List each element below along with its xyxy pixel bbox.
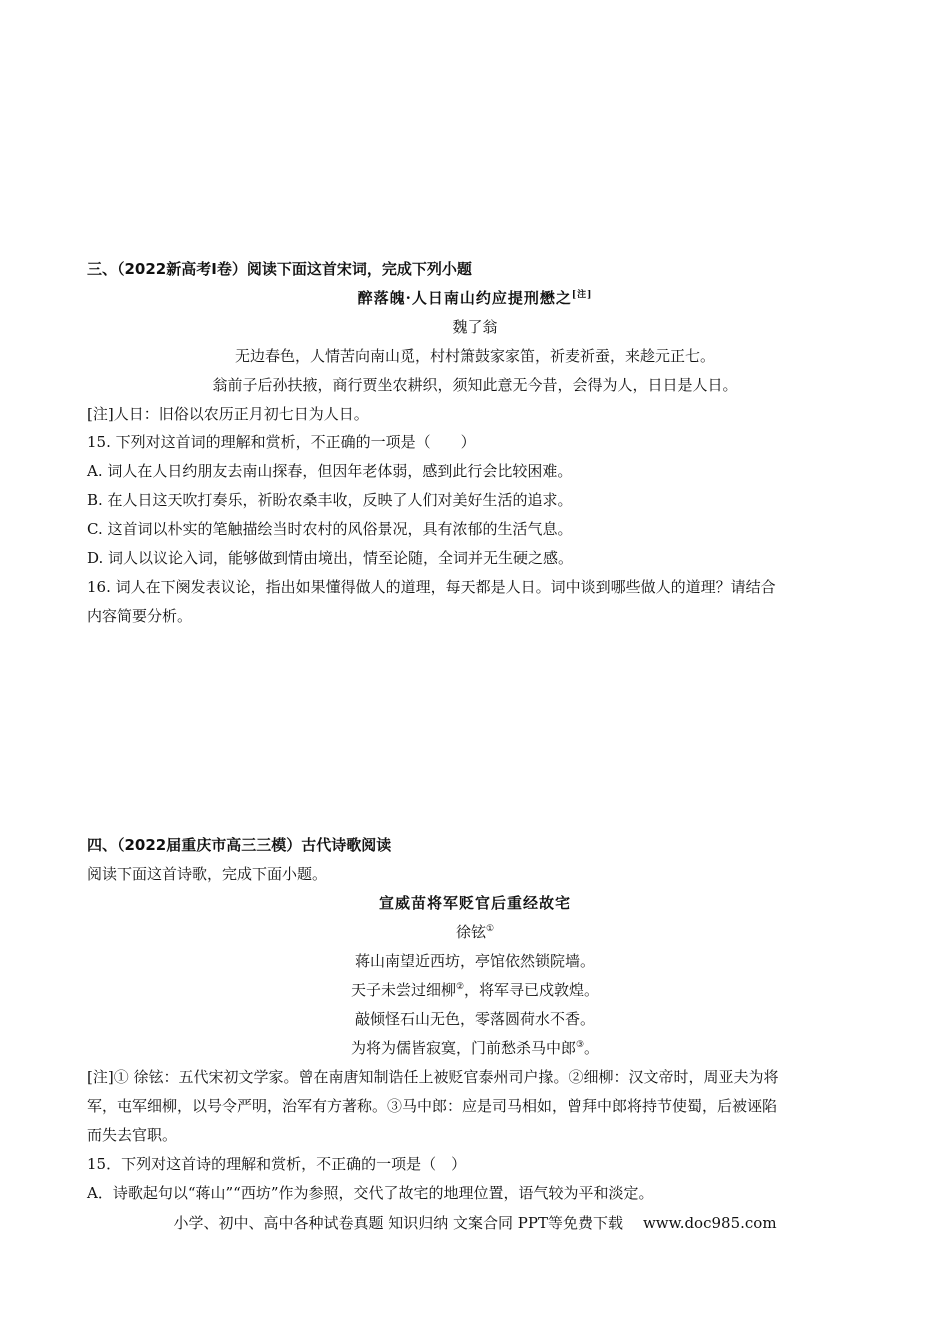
poem-title-note: [注] xyxy=(571,290,593,300)
poem-line: 敲倾怪石山无色，零落圆荷水不香。 xyxy=(354,1010,595,1028)
section4-author xyxy=(0,922,950,942)
option-b: B. 在人日这天吹打奏乐，祈盼农桑丰收，反映了人们对美好生活的追求。 xyxy=(87,491,573,509)
page-footer xyxy=(0,1213,950,1233)
question-16-line2: 内容简要分析。 xyxy=(87,607,193,625)
footer-site-link[interactable]: www.doc985.com xyxy=(642,1214,777,1232)
section4-note-line1: [注]① 徐铉：五代宋初文学家。曾在南唐知制诰任上被贬官泰州司户掾。②细柳：汉文帝时，周亚夫为将 xyxy=(87,1068,779,1086)
author-note: ① xyxy=(485,924,495,934)
option-c: C. 这首词以朴实的笔触描绘当时农村的风俗景况，具有浓郁的生活气息。 xyxy=(87,520,573,538)
poem-line xyxy=(0,980,950,1000)
poem-line xyxy=(0,1038,950,1058)
section3-note: [注]人日：旧俗以农历正月初七日为人日。 xyxy=(87,405,369,423)
poem-line-note: ③ xyxy=(575,1040,585,1050)
author-name: 徐铉 xyxy=(455,923,486,941)
poem-line-rest: ，将军寻已戍敦煌。 xyxy=(464,981,600,999)
option-a: A. 词人在人日约朋友去南山探春，但因年老体弱，感到此行会比较困难。 xyxy=(87,462,573,480)
footer-text: 小学、初中、高中各种试卷真题 知识归纳 文案合同 PPT等免费下载 xyxy=(173,1214,623,1232)
poem-line-text: 天子未尝过细柳 xyxy=(350,981,456,999)
section4-question-15: 15．下列对这首诗的理解和赏析，不正确的一项是（ ） xyxy=(87,1155,467,1173)
section3-author: 魏了翁 xyxy=(452,318,498,336)
section4-option-a: A．诗歌起句以“蒋山”“西坊”作为参照，交代了故宅的地理位置，语气较为平和淡定。 xyxy=(87,1184,654,1202)
section4-poem-title: 宣威苗将军贬官后重经故宅 xyxy=(378,894,571,912)
section4-heading: 四、（2022届重庆市高三三模）古代诗歌阅读 xyxy=(87,836,392,854)
poem-line-note: ② xyxy=(455,982,465,992)
poem-title-text: 醉落魄·人日南山约应提刑懋之 xyxy=(357,289,572,307)
poem-line-rest: 。 xyxy=(584,1039,600,1057)
poem-line: 蒋山南望近西坊，亭馆依然锁院墙。 xyxy=(354,952,595,970)
option-d: D. 词人以议论入词，能够做到情由境出，情至论随，全词并无生硬之感。 xyxy=(87,549,574,567)
section4-note-line3: 而失去官职。 xyxy=(87,1126,178,1144)
poem-line: 无边春色，人情苦向南山觅，村村箫鼓家家笛，祈麦祈蚕，来趁元正七。 xyxy=(234,347,715,365)
question-16-line1: 16. 词人在下阕发表议论，指出如果懂得做人的道理，每天都是人日。词中谈到哪些做人的道理？请结合 xyxy=(87,578,776,596)
poem-line-text: 为将为儒皆寂寞，门前愁杀马中郎 xyxy=(350,1039,576,1057)
section3-poem-title xyxy=(0,288,950,308)
section4-note-line2: 军，屯军细柳，以号令严明，治军有方著称。③马中郎：应是司马相如，曾拜中郎将持节使蜀，后被诬陷 xyxy=(87,1097,778,1115)
section4-instruction: 阅读下面这首诗歌，完成下面小题。 xyxy=(87,865,328,883)
poem-line: 翁前子后孙扶掖，商行贾坐农耕织，须知此意无今昔，会得为人，日日是人日。 xyxy=(212,376,738,394)
question-15: 15. 下列对这首词的理解和赏析，不正确的一项是（ ） xyxy=(87,433,476,451)
section3-heading: 三、（2022新高考Ⅰ卷）阅读下面这首宋词，完成下列小题 xyxy=(87,260,472,278)
